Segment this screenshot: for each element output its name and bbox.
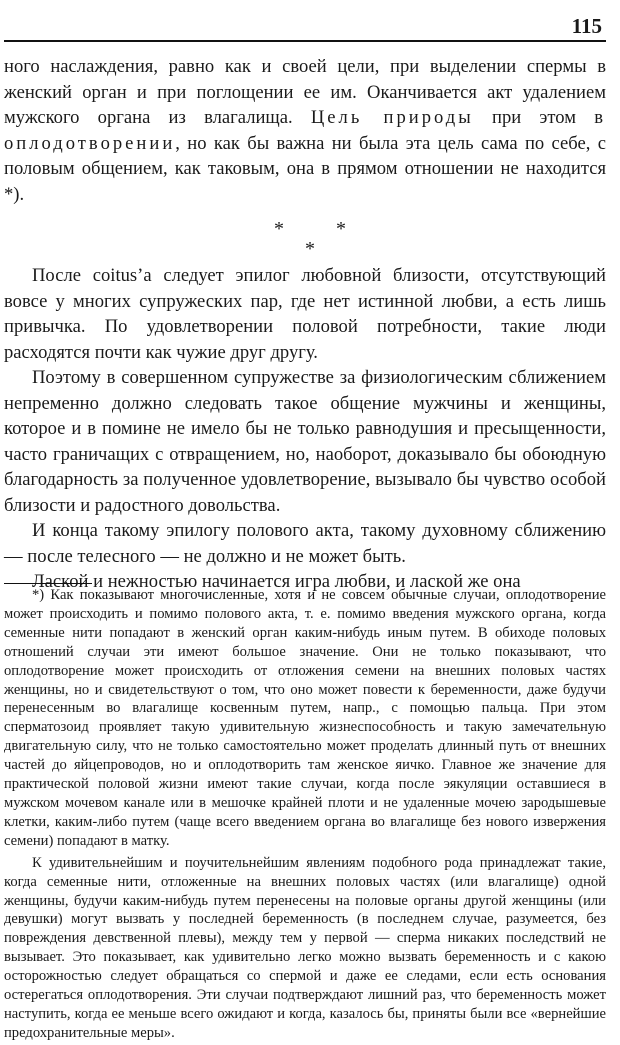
paragraph: И конца такому эпилогу полового акта, такому духовному сближению — после телесного — не должно и не может быть. [4, 520, 606, 567]
header-rule [4, 40, 606, 42]
main-text [4, 54, 606, 595]
page-number: 115 [571, 14, 602, 38]
footnotes [4, 586, 606, 1043]
emphasized-text: Цель природы [310, 107, 474, 128]
paragraph-continued [4, 54, 606, 207]
footnote-rule [4, 583, 92, 584]
paragraph-text: ного наслаждения, равно как и своей цели, при выделении спермы в женский орган и при поглощении ее им. Оканчивается акт удалением мужского органа из влагалища. [4, 56, 606, 128]
emphasized-text: в оплодотворении [4, 107, 607, 154]
paragraph: Поэтому в совершенном супружестве за физиологическим сближением непременно должно следовать такое общение мужчины и женщины, которое и в помине не имело бы не только равнодушия и пресыщенности, часто граничащих с отвращением, но, наоборот, доказывало бы обоюдную благодарность за полученное удовлетворение, вызывало бы чувство особой близости и радостного довольства. [4, 367, 606, 516]
paragraph-text: , но как бы важна ни была эта цель сама по себе, с половым общением, как таковым, она в прямом отношении не находится *). [4, 132, 606, 205]
asterisk: * [336, 218, 346, 240]
paragraph: После coitus’а следует эпилог любовной близости, отсутствующий вовсе у многих супружеских пар, где нет истинной любви, а есть лишь привычка. По удовлетворении половой потребности, такие люди расходятся почти как чужие друг другу. [4, 265, 606, 363]
asterisk: * [305, 238, 315, 260]
footnote-paragraph: К удивительнейшим и поучительнейшим явлениям подобного рода принадлежат такие, когда семенные нити, отложенные на внешних половых частях (или влагалище) одной женщины, будучи каким-нибудь путем перенесены на половые органы другой женщины (или девушки) могут вызвать у последней беременность (в последнем случае, разумеется, без повреждения девственной плевы), между тем у первой — сперма никаких последствий не вызывает. Это показывает, как удивительно легко можно вызвать беременность и с какою осторожностью следует обращаться со спермой и даже ее следами, если есть основания остерегаться оплодотворения. Эти случаи подтверждают лишний раз, что беременность может наступить, когда ее меньше всего ожидают и когда, казалось бы, приняты были все «вернейшие предохранительные меры». [4, 854, 606, 1041]
footnote-paragraph: *) Как показывают многочисленные, хотя и не совсем обычные случаи, оплодотворение может происходить и помимо полового акта, т. е. помимо введения мужского органа, когда семенные нити попадают в женский орган каким-нибудь иным путем. В обиходе половых отношений случаи эти имеют большое значение. Они не только показывают, что оплодотворение может происходить от отложения семени на внешних половых частях женщины, но и свидетельствуют о том, что оно может повести к беременности, даже будучи перенесенным во влагалище косвенным путем, напр., с помощью пальца. При этом сперматозоид проявляет такую удивительную жизнеспособность и такую замечательную двигательную силу, что не только самостоятельно может проделать длинный путь от внешних частей до яйцепроводов, но и оплодотворить там женское яичко. Главное же значение для практической половой жизни имеют такие случаи, когда после эякуляции оставшиеся в мужском мочевом канале или в мешочке крайней плоти и не удаленные мочею зародышевые клетки, каким-либо путем (чаще всего введением органа во влагалище без нового извержения семени) попадают в матку. [4, 587, 606, 849]
paragraph: Лаской и нежностью начинается игра любви, и лаской же она [32, 571, 521, 592]
section-asterism [4, 207, 606, 263]
asterisk: * [274, 218, 284, 240]
paragraph-text: при этом [473, 107, 595, 128]
